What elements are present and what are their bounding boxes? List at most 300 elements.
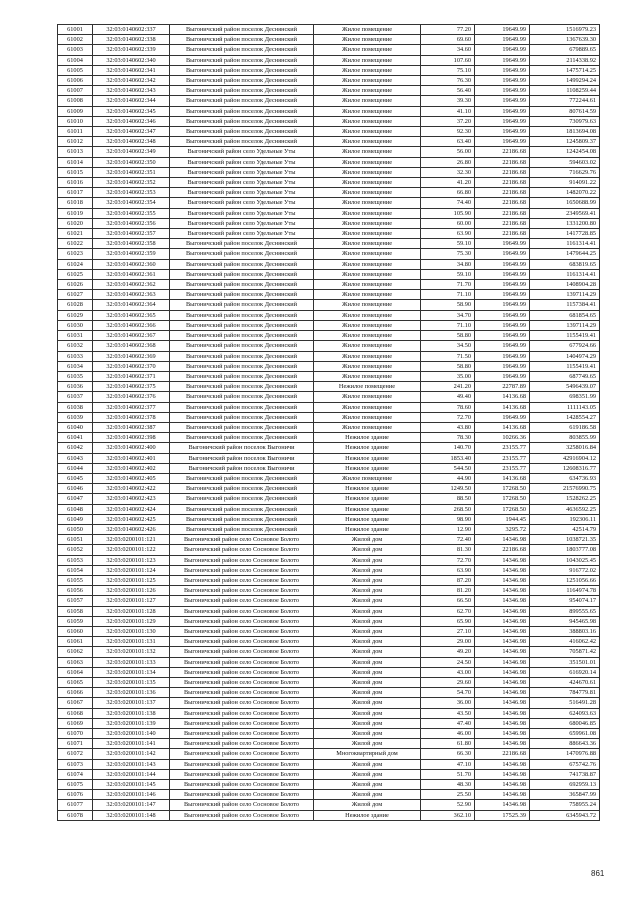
cadastral-value-cell: 12608316.77 (530, 463, 600, 473)
row-number-cell: 61011 (58, 127, 93, 137)
cadastral-value-cell: 1161314.41 (530, 239, 600, 249)
row-number-cell: 61060 (58, 626, 93, 636)
specific-value-cell: 14346.98 (475, 596, 530, 606)
object-type-cell: Нежилое здание (314, 524, 421, 534)
row-number-cell: 61008 (58, 96, 93, 106)
cadastral-number-cell: 32:03:0140602:378 (93, 412, 170, 422)
cadastral-number-cell: 32:03:0140602:405 (93, 473, 170, 483)
cadastral-number-cell: 32:03:0140602:365 (93, 310, 170, 320)
specific-value-cell: 14346.98 (475, 535, 530, 545)
cadastral-value-cell: 1043025.45 (530, 555, 600, 565)
row-number-cell: 61045 (58, 473, 93, 483)
address-cell: Выгоничский район поселок Деснянский (170, 320, 314, 330)
area-cell: 49.40 (421, 392, 475, 402)
object-type-cell: Жилой дом (314, 759, 421, 769)
area-cell: 39.30 (421, 96, 475, 106)
address-cell: Выгоничский район поселок Деснянский (170, 76, 314, 86)
specific-value-cell: 14346.98 (475, 729, 530, 739)
area-cell: 59.10 (421, 239, 475, 249)
cadastral-number-cell: 32:03:0140602:375 (93, 382, 170, 392)
row-number-cell: 61037 (58, 392, 93, 402)
object-type-cell: Жилое помещение (314, 290, 421, 300)
table-row (58, 739, 600, 749)
object-type-cell: Жилое помещение (314, 402, 421, 412)
address-cell: Выгоничский район село Сосновое Болото (170, 596, 314, 606)
row-number-cell: 61038 (58, 402, 93, 412)
cadastral-number-cell: 32:03:0200101:136 (93, 688, 170, 698)
table-row (58, 392, 600, 402)
address-cell: Выгоничский район поселок Деснянский (170, 96, 314, 106)
table-row (58, 800, 600, 810)
table-row (58, 667, 600, 677)
cadastral-number-cell: 32:03:0140602:423 (93, 494, 170, 504)
address-cell: Выгоничский район поселок Деснянский (170, 402, 314, 412)
area-cell: 241.20 (421, 382, 475, 392)
address-cell: Выгоничский район село Сосновое Болото (170, 555, 314, 565)
row-number-cell: 61005 (58, 65, 93, 75)
object-type-cell: Жилое помещение (314, 116, 421, 126)
cadastral-number-cell: 32:03:0200101:122 (93, 545, 170, 555)
area-cell: 72.70 (421, 412, 475, 422)
cadastral-value-cell: 6345943.72 (530, 810, 600, 820)
address-cell: Выгоничский район село Сосновое Болото (170, 545, 314, 555)
object-type-cell: Жилой дом (314, 718, 421, 728)
area-cell: 34.60 (421, 45, 475, 55)
cadastral-value-cell: 192306.11 (530, 514, 600, 524)
table-row (58, 86, 600, 96)
cadastral-number-cell: 32:03:0140602:363 (93, 290, 170, 300)
cadastral-value-cell: 679889.65 (530, 45, 600, 55)
address-cell: Выгоничский район село Сосновое Болото (170, 800, 314, 810)
area-cell: 69.60 (421, 35, 475, 45)
cadastral-value-cell: 1161314.41 (530, 269, 600, 279)
address-cell: Выгоничский район поселок Деснянский (170, 341, 314, 351)
row-number-cell: 61013 (58, 147, 93, 157)
object-type-cell: Жилое помещение (314, 76, 421, 86)
table-row (58, 45, 600, 55)
object-type-cell: Жилое помещение (314, 208, 421, 218)
object-type-cell: Жилой дом (314, 698, 421, 708)
cadastral-value-cell: 351501.01 (530, 657, 600, 667)
cadastral-value-cell: 1397114.29 (530, 320, 600, 330)
table-row (58, 810, 600, 820)
specific-value-cell: 22186.68 (475, 157, 530, 167)
object-type-cell: Нежилое здание (314, 453, 421, 463)
area-cell: 44.90 (421, 473, 475, 483)
object-type-cell: Жилое помещение (314, 137, 421, 147)
table-row (58, 780, 600, 790)
specific-value-cell: 14346.98 (475, 586, 530, 596)
table-row (58, 331, 600, 341)
row-number-cell: 61034 (58, 361, 93, 371)
address-cell: Выгоничский район село Сосновое Болото (170, 739, 314, 749)
specific-value-cell: 19649.99 (475, 300, 530, 310)
cadastral-number-cell: 32:03:0200101:145 (93, 780, 170, 790)
table-row (58, 229, 600, 239)
area-cell: 66.80 (421, 188, 475, 198)
row-number-cell: 61051 (58, 535, 93, 545)
object-type-cell: Жилое помещение (314, 310, 421, 320)
specific-value-cell: 14346.98 (475, 616, 530, 626)
area-cell: 81.30 (421, 545, 475, 555)
row-number-cell: 61041 (58, 433, 93, 443)
table-row (58, 647, 600, 657)
specific-value-cell: 19649.99 (475, 76, 530, 86)
row-number-cell: 61030 (58, 320, 93, 330)
address-cell: Выгоничский район село Сосновое Болото (170, 647, 314, 657)
address-cell: Выгоничский район село Сосновое Болото (170, 586, 314, 596)
cadastral-value-cell: 677924.66 (530, 341, 600, 351)
cadastral-number-cell: 32:03:0140602:371 (93, 371, 170, 381)
address-cell: Выгоничский район село Сосновое Болото (170, 606, 314, 616)
row-number-cell: 61073 (58, 759, 93, 769)
area-cell: 1249.50 (421, 484, 475, 494)
address-cell: Выгоничский район поселок Деснянский (170, 371, 314, 381)
cadastral-value-cell: 1499294.24 (530, 76, 600, 86)
row-number-cell: 61066 (58, 688, 93, 698)
address-cell: Выгоничский район село Сосновое Болото (170, 698, 314, 708)
row-number-cell: 61036 (58, 382, 93, 392)
specific-value-cell: 19649.99 (475, 106, 530, 116)
row-number-cell: 61050 (58, 524, 93, 534)
table-row (58, 637, 600, 647)
object-type-cell: Жилой дом (314, 555, 421, 565)
row-number-cell: 61012 (58, 137, 93, 147)
cadastral-value-cell: 1417728.85 (530, 229, 600, 239)
cadastral-number-cell: 32:03:0140602:398 (93, 433, 170, 443)
area-cell: 544.50 (421, 463, 475, 473)
address-cell: Выгоничский район село Сосновое Болото (170, 769, 314, 779)
cadastral-value-cell: 594603.02 (530, 157, 600, 167)
cadastral-value-cell: 681854.65 (530, 310, 600, 320)
area-cell: 74.40 (421, 198, 475, 208)
area-cell: 71.10 (421, 320, 475, 330)
table-row (58, 249, 600, 259)
object-type-cell: Жилое помещение (314, 25, 421, 35)
area-cell: 58.80 (421, 361, 475, 371)
area-cell: 27.10 (421, 626, 475, 636)
object-type-cell: Жилое помещение (314, 106, 421, 116)
table-row (58, 127, 600, 137)
address-cell: Выгоничский район поселок Деснянский (170, 331, 314, 341)
object-type-cell: Жилой дом (314, 678, 421, 688)
cadastral-number-cell: 32:03:0200101:144 (93, 769, 170, 779)
address-cell: Выгоничский район поселок Деснянский (170, 524, 314, 534)
table-row (58, 412, 600, 422)
cadastral-value-cell: 388803.16 (530, 626, 600, 636)
address-cell: Выгоничский район поселок Деснянский (170, 290, 314, 300)
specific-value-cell: 14346.98 (475, 790, 530, 800)
row-number-cell: 61047 (58, 494, 93, 504)
object-type-cell: Жилое помещение (314, 259, 421, 269)
area-cell: 1853.40 (421, 453, 475, 463)
object-type-cell: Жилое помещение (314, 473, 421, 483)
table-row (58, 678, 600, 688)
table-row (58, 504, 600, 514)
cadastral-number-cell: 32:03:0140602:353 (93, 188, 170, 198)
table-row (58, 259, 600, 269)
area-cell: 66.50 (421, 596, 475, 606)
specific-value-cell: 14346.98 (475, 688, 530, 698)
cadastral-number-cell: 32:03:0200101:130 (93, 626, 170, 636)
cadastral-number-cell: 32:03:0140602:400 (93, 443, 170, 453)
specific-value-cell: 14346.98 (475, 606, 530, 616)
cadastral-number-cell: 32:03:0140602:342 (93, 76, 170, 86)
area-cell: 77.20 (421, 25, 475, 35)
object-type-cell: Жилой дом (314, 800, 421, 810)
cadastral-value-cell: 730979.63 (530, 116, 600, 126)
object-type-cell: Жилой дом (314, 790, 421, 800)
cadastral-value-cell: 1428554.27 (530, 412, 600, 422)
cadastral-value-cell: 705871.42 (530, 647, 600, 657)
object-type-cell: Нежилое здание (314, 463, 421, 473)
cadastral-number-cell: 32:03:0140602:344 (93, 96, 170, 106)
cadastral-number-cell: 32:03:0140602:366 (93, 320, 170, 330)
cadastral-number-cell: 32:03:0200101:140 (93, 729, 170, 739)
cadastral-value-cell: 1331200.80 (530, 218, 600, 228)
object-type-cell: Жилой дом (314, 729, 421, 739)
table-row (58, 106, 600, 116)
address-cell: Выгоничский район село Удельные Уты (170, 178, 314, 188)
cadastral-number-cell: 32:03:0140602:341 (93, 65, 170, 75)
area-cell: 34.50 (421, 341, 475, 351)
area-cell: 46.00 (421, 729, 475, 739)
object-type-cell: Жилой дом (314, 739, 421, 749)
cadastral-number-cell: 32:03:0140602:351 (93, 167, 170, 177)
address-cell: Выгоничский район поселок Деснянский (170, 351, 314, 361)
cadastral-number-cell: 32:03:0200101:143 (93, 759, 170, 769)
cadastral-value-cell: 616920.14 (530, 667, 600, 677)
address-cell: Выгоничский район село Сосновое Болото (170, 759, 314, 769)
specific-value-cell: 19649.99 (475, 310, 530, 320)
row-number-cell: 61055 (58, 575, 93, 585)
object-type-cell: Нежилое здание (314, 514, 421, 524)
address-cell: Выгоничский район поселок Деснянский (170, 494, 314, 504)
cadastral-number-cell: 32:03:0140602:339 (93, 45, 170, 55)
cadastral-value-cell: 659961.08 (530, 729, 600, 739)
cadastral-value-cell: 680046.85 (530, 718, 600, 728)
area-cell: 63.90 (421, 565, 475, 575)
object-type-cell: Жилое помещение (314, 96, 421, 106)
row-number-cell: 61061 (58, 637, 93, 647)
address-cell: Выгоничский район село Сосновое Болото (170, 575, 314, 585)
table-row (58, 575, 600, 585)
specific-value-cell: 22186.68 (475, 198, 530, 208)
table-row (58, 300, 600, 310)
object-type-cell: Жилой дом (314, 545, 421, 555)
specific-value-cell: 22186.68 (475, 147, 530, 157)
area-cell: 78.30 (421, 433, 475, 443)
specific-value-cell: 19649.99 (475, 96, 530, 106)
row-number-cell: 61026 (58, 280, 93, 290)
cadastral-value-cell: 803855.99 (530, 433, 600, 443)
row-number-cell: 61046 (58, 484, 93, 494)
cadastral-value-cell: 416062.42 (530, 637, 600, 647)
address-cell: Выгоничский район поселок Деснянский (170, 382, 314, 392)
row-number-cell: 61004 (58, 55, 93, 65)
row-number-cell: 61032 (58, 341, 93, 351)
cadastral-number-cell: 32:03:0140602:356 (93, 218, 170, 228)
address-cell: Выгоничский район село Удельные Уты (170, 147, 314, 157)
address-cell: Выгоничский район село Сосновое Болото (170, 688, 314, 698)
specific-value-cell: 14346.98 (475, 667, 530, 677)
cadastral-value-cell: 1242454.08 (530, 147, 600, 157)
row-number-cell: 61075 (58, 780, 93, 790)
cadastral-number-cell: 32:03:0140602:350 (93, 157, 170, 167)
address-cell: Выгоничский район поселок Деснянский (170, 35, 314, 45)
address-cell: Выгоничский район село Удельные Уты (170, 167, 314, 177)
table-row (58, 443, 600, 453)
table-row (58, 718, 600, 728)
cadastral-value-cell: 1111143.05 (530, 402, 600, 412)
area-cell: 35.00 (421, 371, 475, 381)
address-cell: Выгоничский район село Сосновое Болото (170, 616, 314, 626)
specific-value-cell: 14136.68 (475, 422, 530, 432)
row-number-cell: 61016 (58, 178, 93, 188)
address-cell: Выгоничский район поселок Деснянский (170, 25, 314, 35)
cadastral-number-cell: 32:03:0140602:376 (93, 392, 170, 402)
area-cell: 76.30 (421, 76, 475, 86)
cadastral-value-cell: 916772.02 (530, 565, 600, 575)
object-type-cell: Жилое помещение (314, 371, 421, 381)
table-row (58, 55, 600, 65)
table-row (58, 555, 600, 565)
row-number-cell: 61019 (58, 208, 93, 218)
address-cell: Выгоничский район поселок Деснянский (170, 422, 314, 432)
cadastral-value-cell: 716629.76 (530, 167, 600, 177)
address-cell: Выгоничский район поселок Выгоничи (170, 453, 314, 463)
object-type-cell: Жилой дом (314, 565, 421, 575)
object-type-cell: Жилой дом (314, 657, 421, 667)
area-cell: 98.90 (421, 514, 475, 524)
cadastral-number-cell: 32:03:0200101:133 (93, 657, 170, 667)
object-type-cell: Жилое помещение (314, 55, 421, 65)
object-type-cell: Жилое помещение (314, 341, 421, 351)
row-number-cell: 61039 (58, 412, 93, 422)
address-cell: Выгоничский район поселок Деснянский (170, 280, 314, 290)
cadastral-number-cell: 32:03:0140602:368 (93, 341, 170, 351)
area-cell: 71.70 (421, 280, 475, 290)
area-cell: 105.90 (421, 208, 475, 218)
cadastral-number-cell: 32:03:0140602:346 (93, 116, 170, 126)
table-row (58, 698, 600, 708)
address-cell: Выгоничский район поселок Деснянский (170, 116, 314, 126)
table-row (58, 269, 600, 279)
specific-value-cell: 22186.68 (475, 167, 530, 177)
object-type-cell: Жилое помещение (314, 422, 421, 432)
cadastral-number-cell: 32:03:0140602:347 (93, 127, 170, 137)
specific-value-cell: 19649.99 (475, 127, 530, 137)
row-number-cell: 61070 (58, 729, 93, 739)
table-row (58, 790, 600, 800)
specific-value-cell: 14346.98 (475, 637, 530, 647)
row-number-cell: 61044 (58, 463, 93, 473)
area-cell: 58.80 (421, 331, 475, 341)
object-type-cell: Жилой дом (314, 535, 421, 545)
area-cell: 43.50 (421, 708, 475, 718)
row-number-cell: 61065 (58, 678, 93, 688)
object-type-cell: Жилое помещение (314, 351, 421, 361)
specific-value-cell: 23155.77 (475, 463, 530, 473)
cadastral-number-cell: 32:03:0140602:345 (93, 106, 170, 116)
cadastral-number-cell: 32:03:0140602:354 (93, 198, 170, 208)
table-row (58, 320, 600, 330)
row-number-cell: 61049 (58, 514, 93, 524)
address-cell: Выгоничский район поселок Деснянский (170, 55, 314, 65)
row-number-cell: 61058 (58, 606, 93, 616)
object-type-cell: Жилой дом (314, 688, 421, 698)
specific-value-cell: 14346.98 (475, 780, 530, 790)
cadastral-value-cell: 886643.36 (530, 739, 600, 749)
table-row (58, 76, 600, 86)
table-row (58, 116, 600, 126)
area-cell: 62.70 (421, 606, 475, 616)
specific-value-cell: 17268.50 (475, 494, 530, 504)
address-cell: Выгоничский район село Удельные Уты (170, 188, 314, 198)
specific-value-cell: 19649.99 (475, 280, 530, 290)
specific-value-cell: 19649.99 (475, 35, 530, 45)
address-cell: Выгоничский район поселок Деснянский (170, 473, 314, 483)
row-number-cell: 61059 (58, 616, 93, 626)
table-row (58, 484, 600, 494)
area-cell: 32.30 (421, 167, 475, 177)
table-row (58, 157, 600, 167)
cadastral-number-cell: 32:03:0140602:360 (93, 259, 170, 269)
specific-value-cell: 19649.99 (475, 341, 530, 351)
specific-value-cell: 22186.68 (475, 749, 530, 759)
cadastral-value-cell: 758955.24 (530, 800, 600, 810)
address-cell: Выгоничский район поселок Деснянский (170, 249, 314, 259)
area-cell: 12.90 (421, 524, 475, 534)
cadastral-number-cell: 32:03:0200101:148 (93, 810, 170, 820)
address-cell: Выгоничский район село Сосновое Болото (170, 790, 314, 800)
row-number-cell: 61025 (58, 269, 93, 279)
address-cell: Выгоничский район поселок Деснянский (170, 433, 314, 443)
row-number-cell: 61001 (58, 25, 93, 35)
specific-value-cell: 19649.99 (475, 45, 530, 55)
specific-value-cell: 19649.99 (475, 116, 530, 126)
area-cell: 63.40 (421, 137, 475, 147)
cadastral-number-cell: 32:03:0140602:337 (93, 25, 170, 35)
table-row (58, 65, 600, 75)
cadastral-value-cell: 772244.61 (530, 96, 600, 106)
cadastral-value-cell: 1038721.35 (530, 535, 600, 545)
cadastral-number-cell: 32:03:0200101:137 (93, 698, 170, 708)
area-cell: 37.20 (421, 116, 475, 126)
table-row (58, 351, 600, 361)
row-number-cell: 61067 (58, 698, 93, 708)
specific-value-cell: 1944.45 (475, 514, 530, 524)
cadastral-number-cell: 32:03:0200101:141 (93, 739, 170, 749)
cadastral-value-cell: 741738.87 (530, 769, 600, 779)
address-cell: Выгоничский район село Сосновое Болото (170, 749, 314, 759)
cadastral-value-cell: 1157384.41 (530, 300, 600, 310)
specific-value-cell: 14136.68 (475, 392, 530, 402)
cadastral-value-cell: 2349569.41 (530, 208, 600, 218)
row-number-cell: 61003 (58, 45, 93, 55)
specific-value-cell: 22186.68 (475, 178, 530, 188)
specific-value-cell: 19649.99 (475, 320, 530, 330)
cadastral-number-cell: 32:03:0200101:131 (93, 637, 170, 647)
cadastral-number-cell: 32:03:0200101:123 (93, 555, 170, 565)
specific-value-cell: 22186.68 (475, 229, 530, 239)
object-type-cell: Жилое помещение (314, 361, 421, 371)
object-type-cell: Жилое помещение (314, 198, 421, 208)
table-row (58, 433, 600, 443)
specific-value-cell: 14346.98 (475, 647, 530, 657)
table-row (58, 371, 600, 381)
address-cell: Выгоничский район село Удельные Уты (170, 218, 314, 228)
